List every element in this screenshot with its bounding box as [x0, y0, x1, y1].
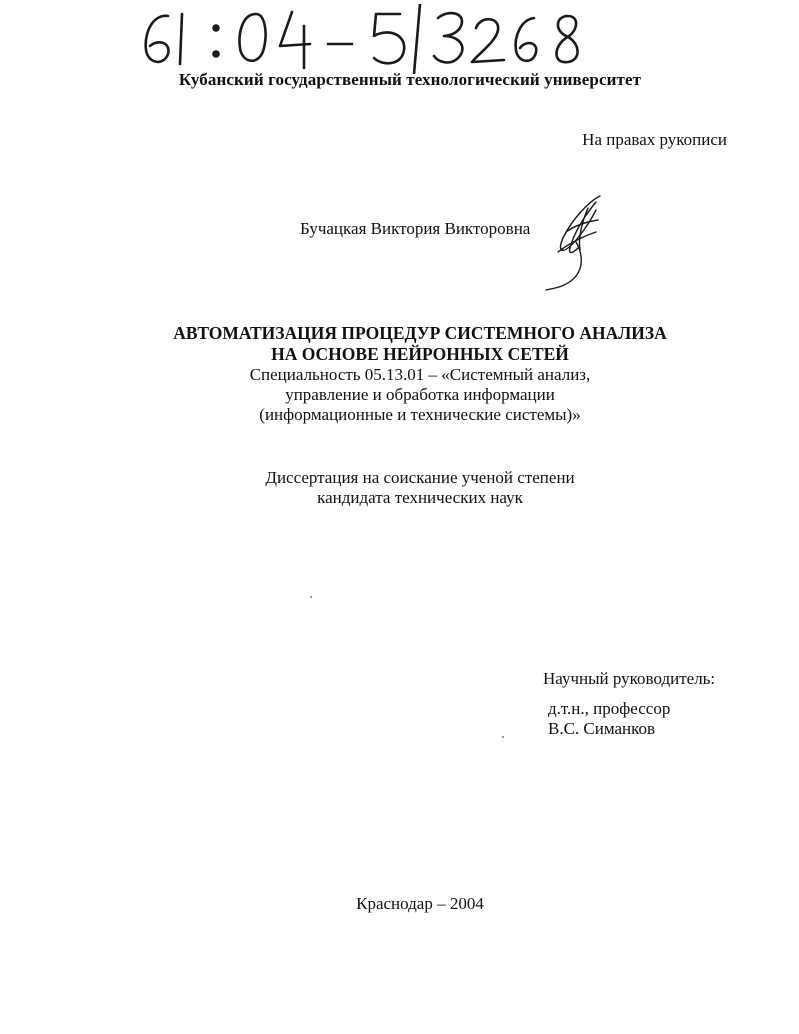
degree-statement-line-2: кандидата технических наук [317, 488, 523, 507]
author-signature [538, 192, 618, 292]
handwritten-library-code [138, 4, 598, 74]
dissertation-title-line-1: АВТОМАТИЗАЦИЯ ПРОЦЕДУР СИСТЕМНОГО АНАЛИЗА [173, 323, 667, 343]
dissertation-title-line-2: НА ОСНОВЕ НЕЙРОННЫХ СЕТЕЙ [271, 344, 569, 364]
city-year: Краснодар – 2004 [356, 894, 484, 913]
university-name: Кубанский государственный технологический университет [178, 70, 642, 89]
advisor-heading: Научный руководитель: [543, 669, 716, 688]
author-name: Бучацкая Виктория Викторовна [300, 219, 531, 238]
advisor-degree: д.т.н., профессор [548, 699, 671, 718]
specialty-line-1: Специальность 05.13.01 – «Системный анализ, [249, 365, 591, 384]
scan-speck [502, 736, 504, 738]
advisor-name: В.С. Симанков [548, 719, 656, 738]
specialty-line-3: (информационные и технические системы)» [259, 405, 581, 424]
degree-statement-line-1: Диссертация на соискание ученой степени [265, 468, 575, 487]
specialty-line-2: управление и обработка информации [285, 385, 555, 404]
manuscript-rights-label: На правах рукописи [582, 130, 727, 149]
scan-speck [310, 596, 312, 598]
